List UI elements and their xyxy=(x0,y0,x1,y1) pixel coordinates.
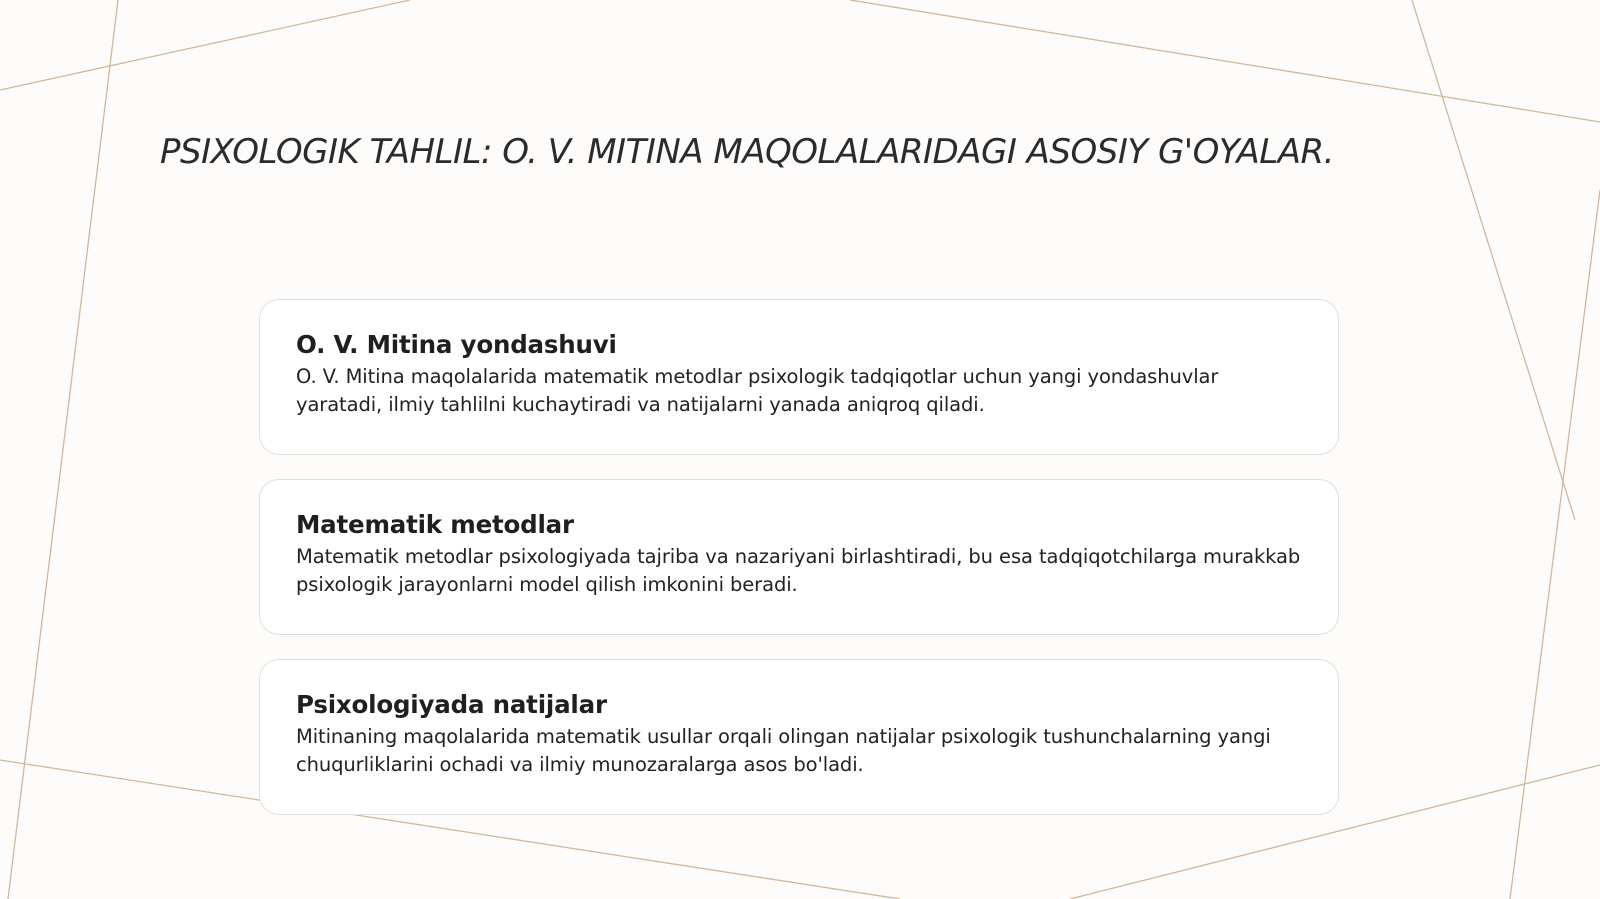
info-card-methods xyxy=(259,479,1339,635)
card-heading: O. V. Mitina yondashuvi xyxy=(296,330,617,359)
deco-line-top-left xyxy=(0,0,410,90)
card-heading: Psixologiyada natijalar xyxy=(296,690,607,719)
card-body-text: Mitinaning maqolalarida matematik usullar orqali olingan natijalar psixologik tushunchalarning yangi chuqurliklarini ochadi va ilmiy munozaralarga asos bo'ladi. xyxy=(296,725,1271,776)
card-heading: Matematik metodlar xyxy=(296,510,574,539)
page-title: PSIXOLOGIK TAHLIL: O. V. MITINA MAQOLALARIDAGI ASOSIY G'OYALAR. xyxy=(160,132,1334,172)
info-card-approach xyxy=(259,299,1339,455)
card-list xyxy=(259,299,1339,839)
deco-line-right-diagonal xyxy=(1412,0,1575,520)
card-body-text: O. V. Mitina maqolalarida matematik metodlar psixologik tadqiqotlar uchun yangi yondashuvlar yaratadi, ilmiy tahlilni kuchaytiradi va natijalarni yanada aniqroq qiladi. xyxy=(296,365,1219,416)
card-body-text: Matematik metodlar psixologiyada tajriba va nazariyani birlashtiradi, bu esa tadqiqotchilarga murakkab psixologik jarayonlarni model qilish imkonini beradi. xyxy=(296,545,1301,596)
info-card-results xyxy=(259,659,1339,815)
deco-line-top-right xyxy=(850,0,1600,122)
deco-line-right-vertical xyxy=(1510,190,1600,899)
